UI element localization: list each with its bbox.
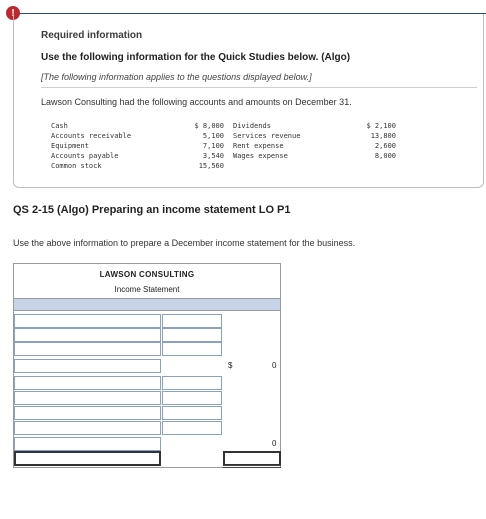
account-name: Cash (51, 122, 68, 130)
account-name: Dividends (233, 122, 271, 130)
statement-amount-input[interactable] (162, 342, 222, 356)
statement-header-row (14, 298, 280, 311)
statement-total: 0 (272, 361, 277, 370)
net-income-amount-input[interactable] (223, 451, 281, 466)
question-title: QS 2-15 (Algo) Preparing an income statement LO P1 (13, 204, 291, 216)
accounts-left-names (51, 121, 131, 171)
account-amount: 15,560 (198, 162, 224, 170)
account-name: Services revenue (233, 132, 301, 140)
required-info-instruction: Use the following information for the Quick Studies below. (Algo) (41, 52, 351, 63)
account-amount: 3,540 (202, 152, 224, 160)
statement-amount-input[interactable] (162, 376, 222, 390)
dollar-sign: $ (228, 361, 233, 370)
account-name: Wages expense (233, 152, 288, 160)
statement-label-input[interactable] (14, 437, 161, 451)
statement-label-input[interactable] (14, 421, 161, 435)
question-instruction: Use the above information to prepare a December income statement for the business. (13, 238, 356, 248)
statement-amount-input[interactable] (162, 421, 222, 435)
net-income-label-input[interactable] (14, 451, 161, 466)
double-underline (223, 465, 281, 468)
statement-label-input[interactable] (14, 314, 161, 328)
statement-company: LAWSON CONSULTING (99, 270, 195, 279)
account-amount: $ 8,000 (194, 122, 224, 130)
account-name: Accounts receivable (51, 132, 132, 140)
statement-label-input[interactable] (14, 376, 161, 390)
required-info-note: [The following information applies to the questions displayed below.] (41, 72, 312, 82)
accounts-right-amounts (358, 121, 396, 161)
statement-label-input[interactable] (14, 391, 161, 405)
statement-label-input[interactable] (14, 342, 161, 356)
statement-amount-input[interactable] (162, 314, 222, 328)
account-amount: 5,100 (202, 132, 224, 140)
account-amount: 8,000 (374, 152, 396, 160)
account-amount: 7,100 (202, 142, 224, 150)
statement-label-input[interactable] (14, 328, 161, 342)
statement-total: 0 (272, 439, 277, 448)
accounts-right-names (233, 121, 300, 161)
account-name: Common stock (51, 162, 102, 170)
account-name: Equipment (51, 142, 89, 150)
statement-label-input[interactable] (14, 359, 161, 373)
accounts-left-amounts (186, 121, 224, 171)
account-amount: 13,800 (370, 132, 396, 140)
divider (41, 87, 477, 88)
account-amount: $ 2,100 (366, 122, 396, 130)
account-name: Rent expense (233, 142, 284, 150)
statement-subtitle: Income Statement (114, 285, 180, 294)
statement-amount-input[interactable] (162, 391, 222, 405)
statement-label-input[interactable] (14, 406, 161, 420)
statement-amount-input[interactable] (162, 406, 222, 420)
required-info-title: Required information (41, 30, 143, 41)
exclamation-icon: ! (6, 6, 20, 20)
accounts-intro: Lawson Consulting had the following accounts and amounts on December 31. (41, 97, 352, 107)
account-name: Accounts payable (51, 152, 119, 160)
statement-amount-input[interactable] (162, 328, 222, 342)
account-amount: 2,600 (374, 142, 396, 150)
